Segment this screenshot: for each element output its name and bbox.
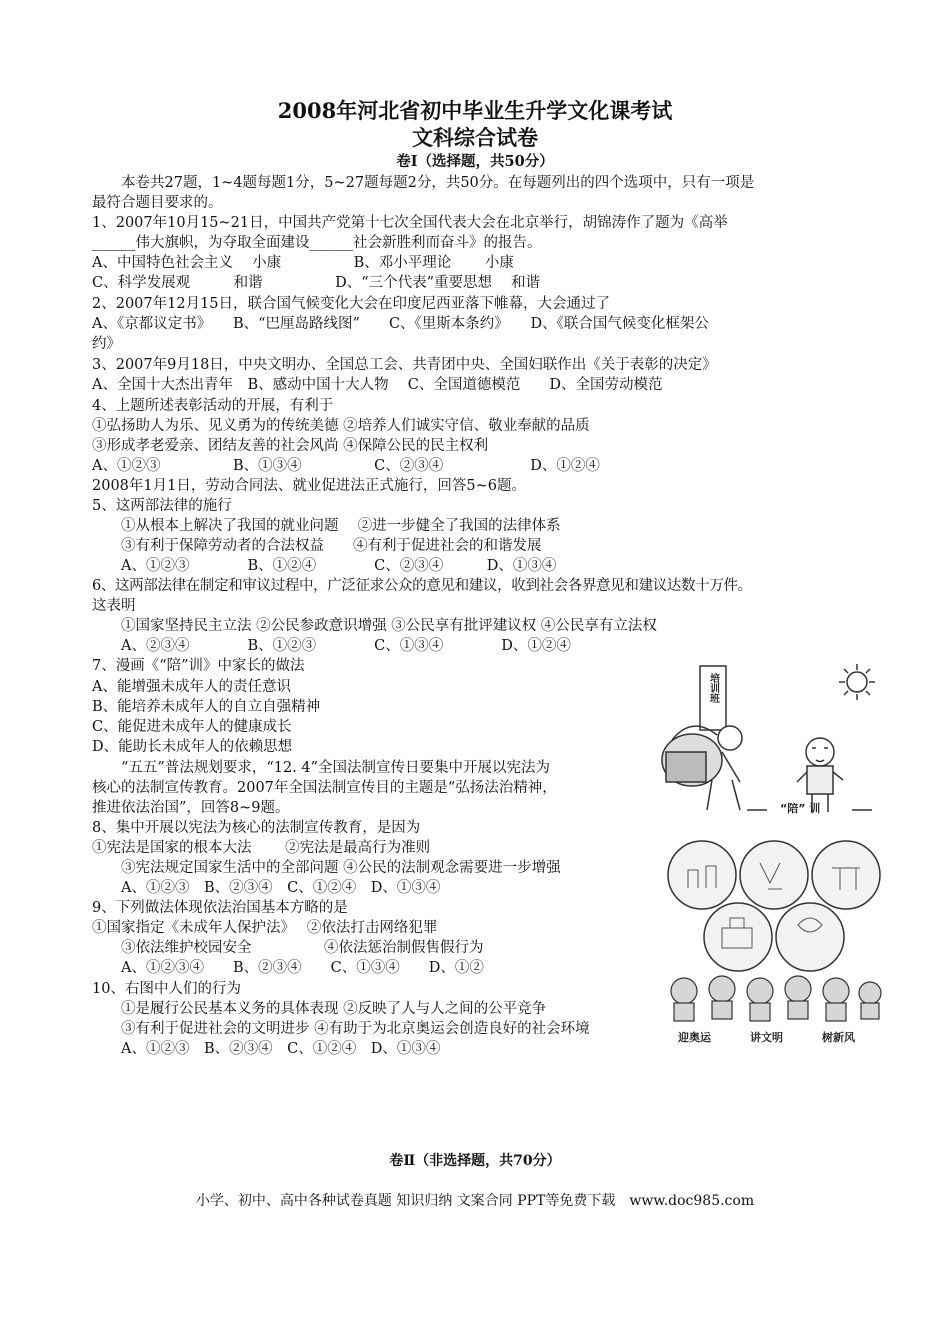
question-10-options: A、①②③ B、②③④ C、①②④ D、①③④ (92, 1041, 441, 1057)
cartoon-caption-1: 迎奥运 (678, 1031, 711, 1044)
question-6-item: ①国家坚持民主立法 ②公民参政意识增强 ③公民享有批评建议权 ④公民享有立法权 (92, 618, 657, 634)
question-2-options: A、《京都议定书》 B、“巴厘岛路线图” C、《里斯本条约》 D、《联合国气候变化框架公 (92, 316, 709, 332)
question-9: 9、下列做法体现依法治国基本方略的是 (92, 900, 348, 916)
question-7-option-a: A、能增强未成年人的责任意识 (92, 679, 291, 695)
question-5-options: A、①②③ B、①②④ C、②③④ D、①③④ (92, 558, 557, 574)
question-10-item: ①是履行公民基本义务的具体表现 ②反映了人与人之间的公平竞争 (92, 1001, 547, 1017)
cartoon-olympics-civility-image (660, 833, 890, 1053)
cartoon-caption: “陪” 训 (780, 802, 821, 815)
question-7-option-b: B、能培养未成年人的自立自强精神 (92, 699, 321, 715)
question-8-item: ①宪法是国家的根本大法 ②宪法是最高行为准则 (92, 840, 431, 856)
question-1-options: A、中国特色社会主义 小康 B、邓小平理论 小康 (92, 255, 514, 271)
question-7: 7、漫画《“陪”训》中家长的做法 (92, 658, 305, 674)
question-6-options: A、②③④ B、①②③ C、①③④ D、①②④ (92, 638, 571, 654)
section2-title: 卷Ⅱ（非选择题，共70分） (389, 1153, 561, 1169)
question-10: 10、右图中人们的行为 (92, 981, 241, 997)
page-footer[interactable]: 小学、初中、高中各种试卷真题 知识归纳 文案合同 PPT等免费下载 www.doc985.com (195, 1193, 755, 1209)
question-5-item: ③有利于保障劳动者的合法权益 ④有利于促进社会的和谐发展 (92, 538, 542, 554)
question-2-options-cont: 约》 (92, 336, 121, 352)
question-1-options: C、科学发展观 和谐 D、“三个代表”重要思想 和谐 (92, 275, 541, 291)
question-4-options: A、①②③ B、①③④ C、②③④ D、①②④ (92, 458, 600, 474)
question-1: 1、2007年10月15~21日，中国共产党第十七次全国代表大会在北京举行，胡锦涛作了题为《高举 (92, 215, 728, 231)
cartoon-sign-text: 培训班 (707, 673, 719, 703)
cartoon-accompany-training-image (652, 660, 882, 820)
page-title: 2008年河北省初中毕业生升学文化课考试 (277, 98, 673, 123)
page-subtitle: 文科综合试卷 (412, 125, 538, 150)
question-6: 6、这两部法律在制定和审议过程中，广泛征求公众的意见和建议，收到社会各界意见和建议达数十万件。 (92, 578, 752, 594)
question-7-option-d: D、能助长未成年人的依赖思想 (92, 739, 293, 755)
intro-line: 本卷共27题，1~4题每题1分，5~27题每题2分，共50分。在每题列出的四个选项中，只有一项是 (92, 175, 755, 191)
question-5-item: ①从根本上解决了我国的就业问题 ②进一步健全了我国的法律体系 (92, 518, 561, 534)
question-3-options: A、全国十大杰出青年 B、感动中国十大人物 C、全国道德模范 D、全国劳动模范 (92, 377, 663, 393)
question-8-9-intro: “五五”普法规划要求，“12. 4”全国法制宣传日要集中开展以宪法为 (92, 760, 551, 776)
cartoon-caption-2: 讲文明 (750, 1031, 783, 1044)
question-2: 2、2007年12月15日，联合国气候变化大会在印度尼西亚落下帷幕，大会通过了 (92, 296, 611, 312)
intro-line: 最符合题目要求的。 (92, 195, 223, 211)
question-8-options: A、①②③ B、②③④ C、①②④ D、①③④ (92, 880, 441, 896)
question-5: 5、这两部法律的施行 (92, 498, 232, 514)
cartoon-caption-3: 树新风 (822, 1031, 855, 1044)
question-8-item: ③宪法规定国家生活中的全部问题 ④公民的法制观念需要进一步增强 (92, 860, 561, 876)
question-3: 3、2007年9月18日，中央文明办、全国总工会、共青团中央、全国妇联作出《关于表彰的决定》 (92, 357, 717, 373)
section1-title: 卷Ⅰ（选择题，共50分） (396, 153, 554, 170)
question-8-9-intro: 核心的法制宣传教育。2007年全国法制宣传目的主题是“弘扬法治精神， (92, 780, 557, 796)
question-10-item: ③有利于促进社会的文明进步 ④有助于为北京奥运会创造良好的社会环境 (92, 1021, 590, 1037)
question-9-item: ①国家指定《未成年人保护法》 ②依法打击网络犯罪 (92, 920, 438, 936)
question-9-options: A、①②③④ B、②③④ C、①③④ D、①② (92, 960, 484, 976)
question-4: 4、上题所述表彰活动的开展，有利于 (92, 398, 334, 414)
question-6-cont: 这表明 (92, 598, 136, 614)
question-4-item: ③形成孝老爱亲、团结友善的社会风尚 ④保障公民的民主权利 (92, 438, 489, 454)
question-5-6-intro: 2008年1月1日，劳动合同法、就业促进法正式施行，回答5~6题。 (92, 478, 526, 494)
question-9-item: ③依法维护校园安全 ④依法惩治制假售假行为 (92, 940, 484, 956)
question-8: 8、集中开展以宪法为核心的法制宣传教育，是因为 (92, 820, 421, 836)
question-7-option-c: C、能促进未成年人的健康成长 (92, 719, 292, 735)
question-8-9-intro: 推进依法治国”，回答8~9题。 (92, 800, 290, 816)
question-1-cont: ______伟大旗帜，为夺取全面建设______社会新胜利而奋斗》的报告。 (92, 235, 542, 251)
question-4-item: ①弘扬助人为乐、见义勇为的传统美德 ②培养人们诚实守信、敬业奉献的品质 (92, 418, 590, 434)
